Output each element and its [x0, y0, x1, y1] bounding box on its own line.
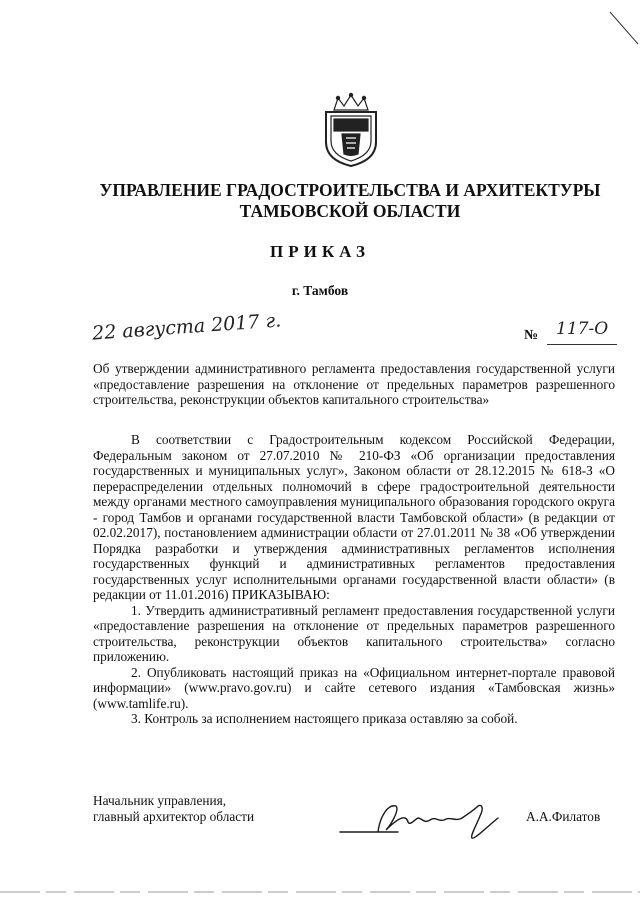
signatory-position [93, 793, 254, 824]
position-line-2: главный архитектор области [93, 808, 255, 824]
preamble-paragraph: В соответствии с Градостроительным кодексом Российской Федерации, Федеральным законом от 27.07.2010 № 210-ФЗ «Об организации предоставления государственных и муниципальных услуг», Законом области от 28.12.2015 № 618-З «О перераспределении отдельных полномочий в сфере градостроительной деятельности между органами местного самоуправления муниципального образования городского округа - город Тамбов и органами государственной власти Тамбовской области» (в редакции от 02.02.2017), постановлением администрации области от 27.01.2011 № 38 «Об утверждении Порядка разработки и утверждения административных регламентов исполнения государственных функций и административных регламентов предоставления государственных услуг исполнительными органами государственной власти области» (в редакции от 11.01.2016) ПРИКАЗЫВАЮ: [93, 432, 615, 602]
city-name: г. Тамбов [291, 283, 349, 298]
handwritten-signature [338, 796, 518, 844]
handwritten-date: 22 августа 2017 г. [91, 309, 282, 345]
order-item-2: 2. Опубликовать настоящий приказ на «Официальном интернет-портале правовой информации» (www.pravo.gov.ru) и сайте сетевого издания «Тамбовская жизнь» (www.tamlife.ru). [93, 664, 615, 711]
order-item-1: 1. Утвердить административный регламент предоставления государственной услуги «предоставление разрешения на отклонение от предельных параметров разрешенного строительства, реконструкции объектов капитального строительства» согласно приложению. [93, 602, 615, 664]
organization-name [60, 180, 640, 222]
org-line-2: ТАМБОВСКОЙ ОБЛАСТИ [239, 201, 461, 221]
signatory-name: А.А.Филатов [526, 809, 601, 824]
document-type: ПРИКАЗ [270, 242, 370, 261]
position-line-1: Начальник управления, [93, 793, 227, 808]
order-body [93, 432, 615, 727]
number-label: № [524, 328, 539, 343]
order-item-3: 3. Контроль за исполнением настоящего приказа оставляю за собой. [131, 711, 518, 726]
handwritten-number: 117-О [556, 319, 609, 339]
scan-edge-line [0, 891, 640, 893]
org-line-1: УПРАВЛЕНИЕ ГРАДОСТРОИТЕЛЬСТВА И АРХИТЕКТУРЫ [99, 180, 601, 200]
number-underline [547, 344, 617, 345]
order-subject: Об утверждении административного регламента предоставления государственной услуги «предоставление разрешения на отклонение от предельных параметров разрешенного строительства, реконструкции объектов капитального строительства» [93, 361, 615, 407]
coat-of-arms-icon [322, 92, 380, 168]
corner-mark [604, 8, 640, 48]
